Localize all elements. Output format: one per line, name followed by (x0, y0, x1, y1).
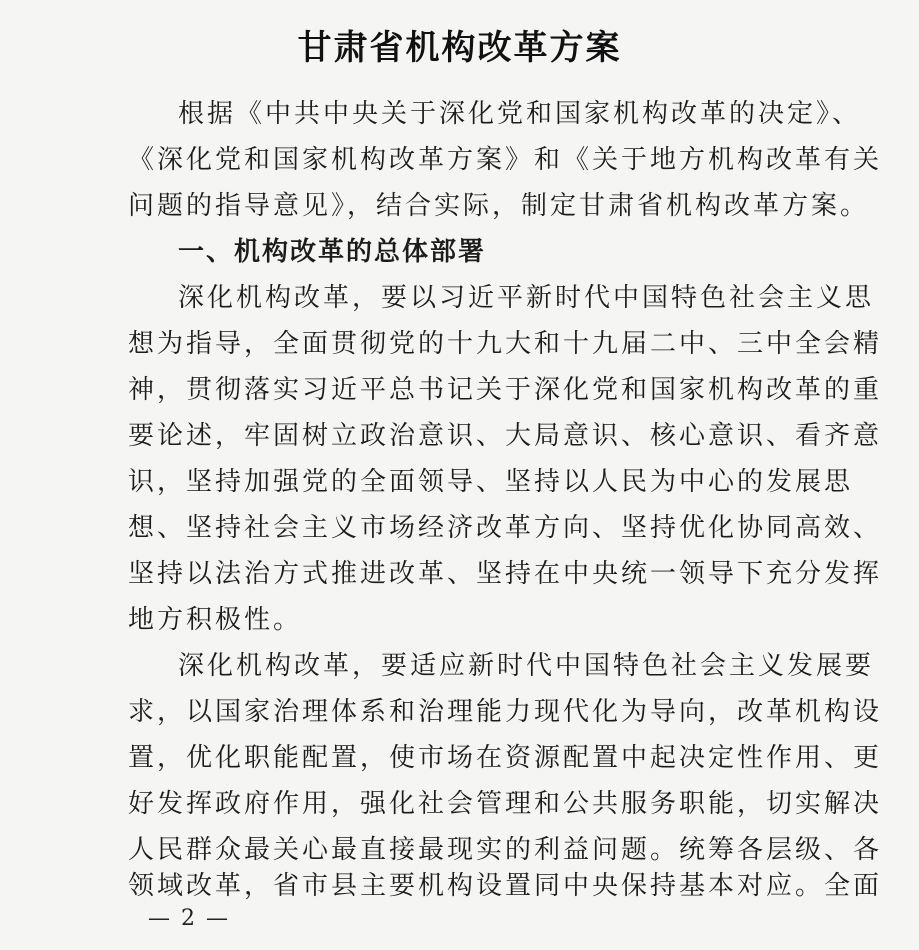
paragraph-line: 想为指导，全面贯彻党的十九大和十九届二中、三中全会精 (128, 329, 883, 359)
paragraph-line: 问题的指导意见》，结合实际，制定甘肃省机构改革方案。 (128, 191, 870, 221)
paragraph-line: 地方积极性。 (128, 605, 303, 635)
paragraph-line: 置，优化职能配置，使市场在资源配置中起决定性作用、更 (128, 743, 883, 773)
section-heading: 一、机构改革的总体部署 (178, 237, 487, 267)
paragraph-line: 领域改革，省市县主要机构设置同中央保持基本对应。全面 (128, 871, 883, 901)
paragraph-line: 深化机构改革，要适应新时代中国特色社会主义发展要 (178, 651, 875, 681)
document-title: 甘肃省机构改革方案 (297, 28, 622, 68)
paragraph-line: 根据《中共中央关于深化党和国家机构改革的决定》、 (178, 99, 862, 129)
paragraph-line: 人民群众最关心最直接最现实的利益问题。统筹各层级、各 (128, 835, 883, 865)
paragraph-line: 好发挥政府作用，强化社会管理和公共服务职能，切实解决 (128, 789, 883, 819)
paragraph-line: 要论述，牢固树立政治意识、大局意识、核心意识、看齐意 (128, 421, 883, 451)
page-number: — 2 — (148, 906, 230, 931)
paragraph-line: 坚持以法治方式推进改革、坚持在中央统一领导下充分发挥 (128, 559, 883, 589)
paragraph-line: 求，以国家治理体系和治理能力现代化为导向，改革机构设 (128, 697, 883, 727)
paragraph-line: 想、坚持社会主义市场经济改革方向、坚持优化协同高效、 (128, 513, 883, 543)
paragraph-line: 识，坚持加强党的全面领导、坚持以人民为中心的发展思 (128, 467, 854, 497)
paragraph-line: 深化机构改革，要以习近平新时代中国特色社会主义思 (178, 283, 875, 313)
paragraph-line: 《深化党和国家机构改革方案》和《关于地方机构改革有关 (128, 145, 883, 175)
paragraph-line: 神，贯彻落实习近平总书记关于深化党和国家机构改革的重 (128, 375, 883, 405)
